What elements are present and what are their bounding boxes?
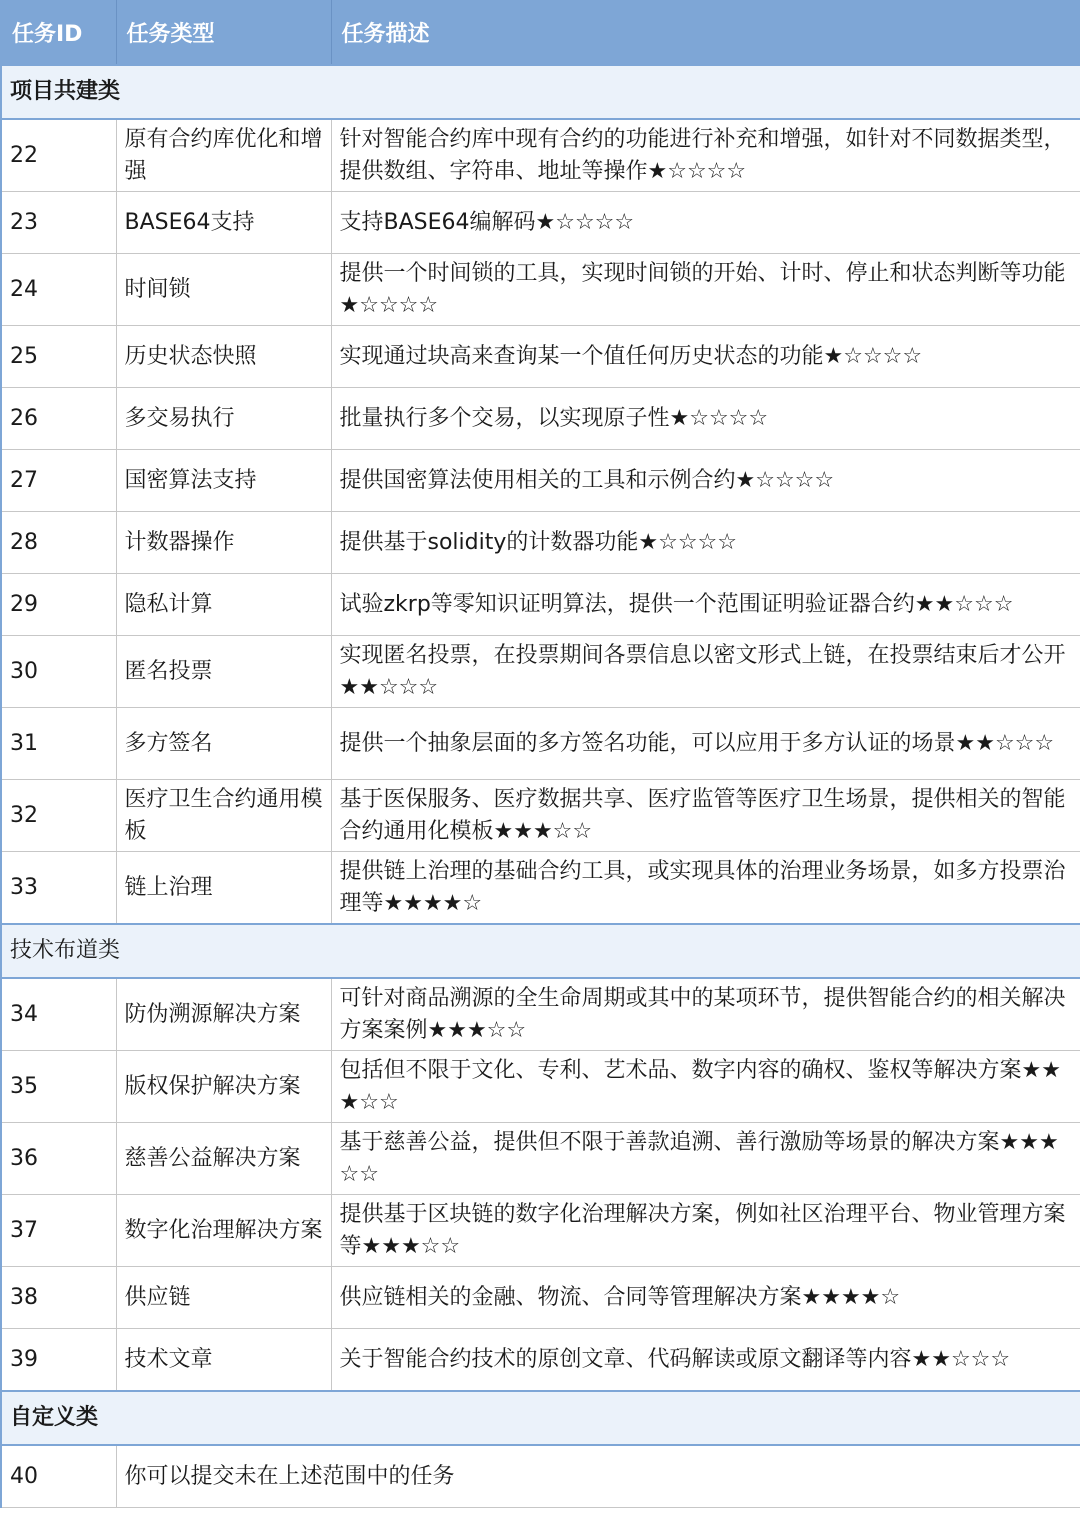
task-type: 历史状态快照 <box>116 326 331 388</box>
task-id: 40 <box>1 1445 116 1508</box>
task-type: 你可以提交未在上述范围中的任务 <box>116 1445 1080 1508</box>
task-type: 国密算法支持 <box>116 450 331 512</box>
task-desc: 提供链上治理的基础合约工具，或实现具体的治理业务场景，如多方投票治理等★★★★☆ <box>331 852 1080 925</box>
task-id: 23 <box>1 192 116 254</box>
section-title: 项目共建类 <box>1 65 1080 119</box>
task-id: 22 <box>1 119 116 192</box>
task-desc: 针对智能合约库中现有合约的功能进行补充和增强，如针对不同数据类型，提供数组、字符串、地址等操作★☆☆☆☆ <box>331 119 1080 192</box>
task-type: 防伪溯源解决方案 <box>116 978 331 1051</box>
task-desc: 试验zkrp等零知识证明算法，提供一个范围证明验证器合约★★☆☆☆ <box>331 574 1080 636</box>
table-row <box>1 192 1080 254</box>
task-desc: 可针对商品溯源的全生命周期或其中的某项环节，提供智能合约的相关解决方案案例★★★☆☆ <box>331 978 1080 1051</box>
task-id: 24 <box>1 254 116 326</box>
table-row <box>1 1123 1080 1195</box>
task-type: 供应链 <box>116 1267 331 1329</box>
task-type: 多交易执行 <box>116 388 331 450</box>
task-desc: 提供一个抽象层面的多方签名功能，可以应用于多方认证的场景★★☆☆☆ <box>331 708 1080 780</box>
task-type: 慈善公益解决方案 <box>116 1123 331 1195</box>
table-row <box>1 1329 1080 1392</box>
task-desc: 实现匿名投票，在投票期间各票信息以密文形式上链，在投票结束后才公开★★☆☆☆ <box>331 636 1080 708</box>
task-id: 33 <box>1 852 116 925</box>
table-row <box>1 450 1080 512</box>
table-row <box>1 1051 1080 1123</box>
task-desc: 支持BASE64编解码★☆☆☆☆ <box>331 192 1080 254</box>
table-row <box>1 326 1080 388</box>
section-title: 自定义类 <box>1 1391 1080 1445</box>
task-id: 30 <box>1 636 116 708</box>
table-header-row <box>1 0 1080 65</box>
task-desc: 提供国密算法使用相关的工具和示例合约★☆☆☆☆ <box>331 450 1080 512</box>
task-id: 32 <box>1 780 116 852</box>
task-id: 25 <box>1 326 116 388</box>
task-id: 39 <box>1 1329 116 1392</box>
task-type: 数字化治理解决方案 <box>116 1195 331 1267</box>
table-row <box>1 708 1080 780</box>
header-task-type: 任务类型 <box>116 0 331 65</box>
task-id: 36 <box>1 1123 116 1195</box>
task-desc: 供应链相关的金融、物流、合同等管理解决方案★★★★☆ <box>331 1267 1080 1329</box>
section-row <box>1 1391 1080 1445</box>
task-desc: 关于智能合约技术的原创文章、代码解读或原文翻译等内容★★☆☆☆ <box>331 1329 1080 1392</box>
section-row <box>1 924 1080 978</box>
task-desc: 提供基于区块链的数字化治理解决方案，例如社区治理平台、物业管理方案等★★★☆☆ <box>331 1195 1080 1267</box>
task-id: 37 <box>1 1195 116 1267</box>
table-row <box>1 1195 1080 1267</box>
task-desc: 基于医保服务、医疗数据共享、医疗监管等医疗卫生场景，提供相关的智能合约通用化模板★★★☆☆ <box>331 780 1080 852</box>
task-id: 35 <box>1 1051 116 1123</box>
task-desc: 批量执行多个交易，以实现原子性★☆☆☆☆ <box>331 388 1080 450</box>
section-row <box>1 65 1080 119</box>
table-row <box>1 119 1080 192</box>
table-row <box>1 574 1080 636</box>
task-type: 时间锁 <box>116 254 331 326</box>
table-row <box>1 254 1080 326</box>
task-id: 38 <box>1 1267 116 1329</box>
section-title: 技术布道类 <box>1 924 1080 978</box>
task-type: 匿名投票 <box>116 636 331 708</box>
table-row <box>1 1445 1080 1508</box>
task-id: 31 <box>1 708 116 780</box>
task-desc: 提供一个时间锁的工具，实现时间锁的开始、计时、停止和状态判断等功能★☆☆☆☆ <box>331 254 1080 326</box>
task-desc: 提供基于solidity的计数器功能★☆☆☆☆ <box>331 512 1080 574</box>
table-row <box>1 780 1080 852</box>
task-desc: 包括但不限于文化、专利、艺术品、数字内容的确权、鉴权等解决方案★★★☆☆ <box>331 1051 1080 1123</box>
table-row <box>1 636 1080 708</box>
task-id: 26 <box>1 388 116 450</box>
task-type: 版权保护解决方案 <box>116 1051 331 1123</box>
header-task-id: 任务ID <box>1 0 116 65</box>
header-task-desc: 任务描述 <box>331 0 1080 65</box>
table-row <box>1 1267 1080 1329</box>
task-type: 原有合约库优化和增强 <box>116 119 331 192</box>
task-id: 29 <box>1 574 116 636</box>
task-id: 28 <box>1 512 116 574</box>
task-id: 34 <box>1 978 116 1051</box>
task-type: 隐私计算 <box>116 574 331 636</box>
task-type: 计数器操作 <box>116 512 331 574</box>
table-row <box>1 512 1080 574</box>
task-type: 技术文章 <box>116 1329 331 1392</box>
task-desc: 基于慈善公益，提供但不限于善款追溯、善行激励等场景的解决方案★★★☆☆ <box>331 1123 1080 1195</box>
task-type: BASE64支持 <box>116 192 331 254</box>
table-row <box>1 388 1080 450</box>
task-type: 多方签名 <box>116 708 331 780</box>
task-desc: 实现通过块高来查询某一个值任何历史状态的功能★☆☆☆☆ <box>331 326 1080 388</box>
table-row <box>1 978 1080 1051</box>
table-row <box>1 852 1080 925</box>
task-type: 医疗卫生合约通用模板 <box>116 780 331 852</box>
task-type: 链上治理 <box>116 852 331 925</box>
task-id: 27 <box>1 450 116 512</box>
